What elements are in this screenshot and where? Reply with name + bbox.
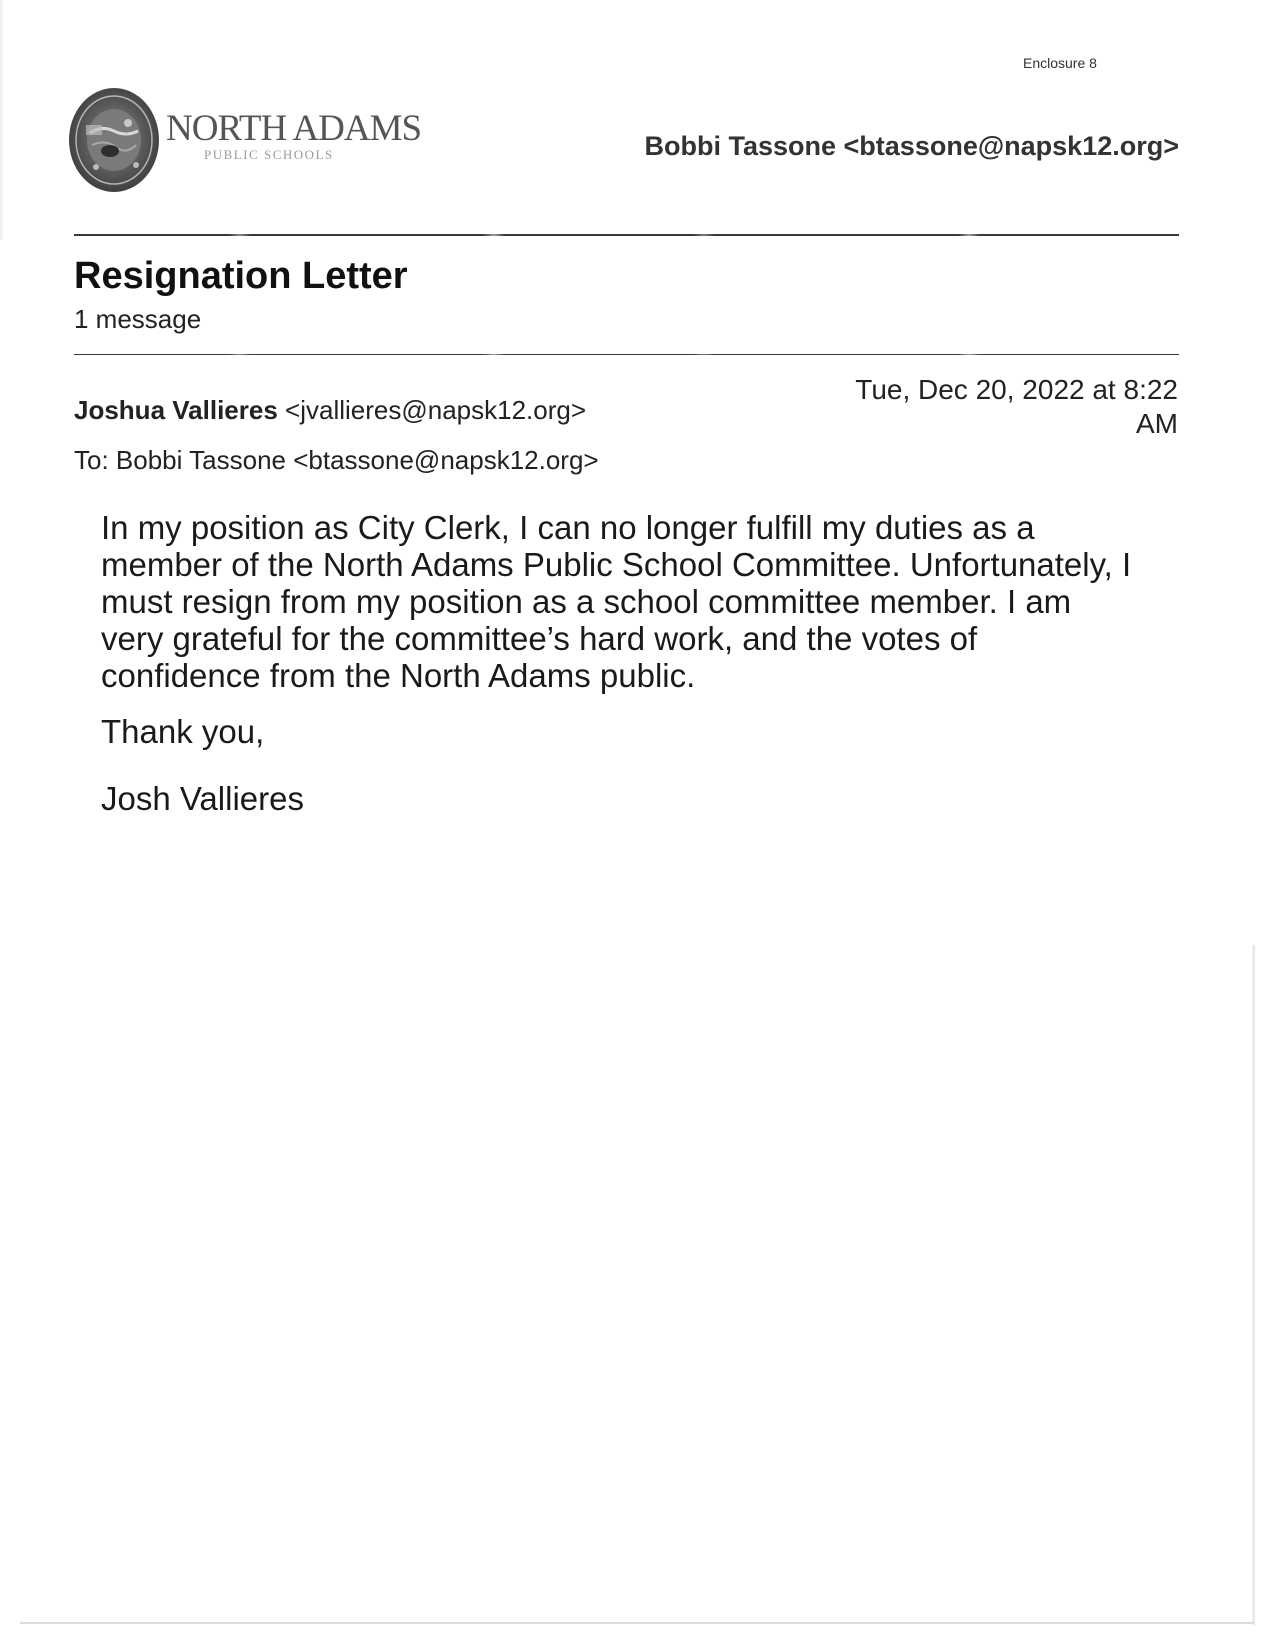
scan-edge-bottom xyxy=(20,1622,1255,1624)
message-recipient: To: Bobbi Tassone <btassone@napsk12.org> xyxy=(74,445,599,475)
signature-clip xyxy=(101,780,501,817)
scan-edge-left xyxy=(0,0,4,240)
logo-subtitle-text: PUBLIC SCHOOLS xyxy=(204,147,334,162)
message-closing: Thank you, xyxy=(101,713,265,750)
message-date: Tue, Dec 20, 2022 at 8:22 AM xyxy=(855,374,1178,439)
message-signature: Josh Vallieres xyxy=(101,780,304,817)
message-body: In my position as City Clerk, I can no longer fulfill my duties as a member of the North Adams Public School Committee. Unfortunately, I must resign from my position as a school committee member. I am very grateful for the committee’s hard work, and the votes of confidence from the North Adams public. xyxy=(101,509,1132,694)
scan-edge-right xyxy=(1252,945,1255,1625)
thread-subject: Resignation Letter xyxy=(74,255,408,297)
subject-divider xyxy=(74,354,1179,355)
account-email-header: Bobbi Tassone <btassone@napsk12.org> xyxy=(644,131,1179,161)
enclosure-label: Enclosure 8 xyxy=(1023,55,1097,71)
header-divider xyxy=(74,234,1179,236)
message-sender xyxy=(74,395,586,426)
sender-email: <jvallieres@napsk12.org> xyxy=(285,395,587,425)
school-seal-icon xyxy=(66,85,162,195)
logo-name-text: NORTH ADAMS xyxy=(166,108,422,149)
message-count: 1 message xyxy=(74,304,202,334)
sender-name: Joshua Vallieres xyxy=(74,395,278,425)
school-logo xyxy=(66,85,422,197)
